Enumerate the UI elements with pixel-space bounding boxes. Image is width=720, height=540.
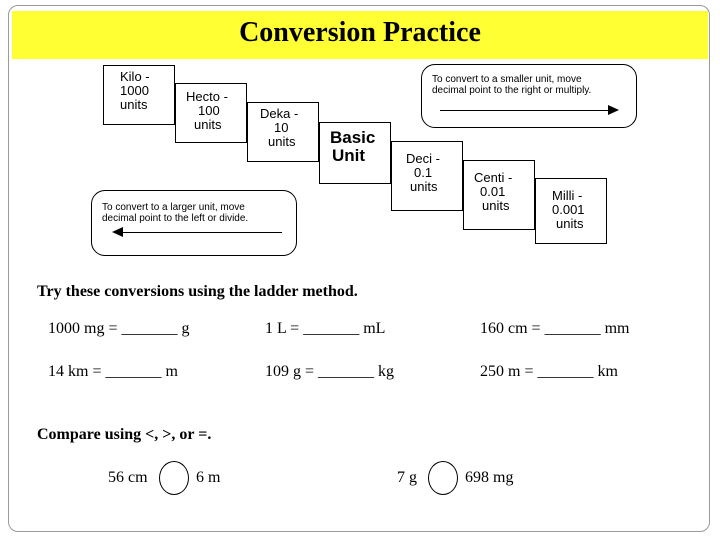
step-kilo-units: units	[120, 97, 148, 112]
step-deka-value: 10	[274, 120, 289, 135]
compare-2-left: 7 g	[397, 469, 417, 486]
step-centi-units: units	[482, 198, 510, 213]
step-basic-unit	[319, 122, 391, 184]
problem-2: 1 L = _______ mL	[265, 320, 386, 337]
step-deci-prefix: Deci -	[406, 151, 440, 166]
step-deci-value: 0.1	[414, 165, 433, 180]
compare-2-circle[interactable]	[428, 461, 458, 495]
step-milli-value: 0.001	[552, 202, 585, 217]
page-title: Conversion Practice	[239, 17, 481, 48]
step-basic-label: Basic	[330, 128, 376, 147]
problem-6: 250 m = _______ km	[480, 363, 618, 380]
problem-5: 109 g = _______ kg	[265, 363, 395, 380]
step-hecto	[175, 83, 247, 143]
compare-1-right: 6 m	[196, 469, 221, 486]
step-hecto-prefix: Hecto -	[186, 89, 228, 104]
problem-1: 1000 mg = _______ g	[48, 320, 190, 337]
step-centi-prefix: Centi -	[474, 170, 513, 185]
arrow-right	[440, 110, 610, 111]
step-deka-prefix: Deka -	[260, 106, 299, 121]
note-smaller-text: To convert to a smaller unit, move decimal point to the right or multiply.	[432, 74, 592, 96]
step-kilo-prefix: Kilo -	[120, 69, 150, 84]
step-kilo-value: 1000	[120, 83, 149, 98]
compare-heading: Compare using <, >, or =.	[37, 426, 212, 443]
step-deka-units: units	[268, 134, 296, 149]
arrow-left-head-icon	[112, 227, 123, 237]
step-deci-units: units	[410, 179, 438, 194]
step-hecto-value: 100	[198, 103, 220, 118]
step-milli-prefix: Milli -	[552, 188, 583, 203]
arrow-right-head-icon	[608, 105, 619, 115]
instructions: Try these conversions using the ladder method.	[37, 283, 358, 300]
step-kilo	[103, 65, 175, 125]
step-centi	[463, 160, 535, 230]
step-deci	[391, 141, 463, 211]
step-basic-unit-label: Unit	[332, 146, 366, 165]
step-centi-value: 0.01	[480, 184, 506, 199]
step-milli	[535, 178, 607, 244]
note-larger-unit	[91, 190, 297, 256]
step-hecto-units: units	[194, 117, 222, 132]
compare-1-circle[interactable]	[159, 461, 189, 495]
note-larger-text: To convert to a larger unit, move decimal point to the left or divide.	[102, 202, 249, 224]
compare-1-left: 56 cm	[108, 469, 148, 486]
compare-2-right: 698 mg	[465, 469, 514, 486]
title-bar	[12, 11, 708, 59]
problem-4: 14 km = _______ m	[48, 363, 178, 380]
step-deka	[247, 102, 319, 162]
step-milli-units: units	[556, 216, 584, 231]
problem-3: 160 cm = _______ mm	[480, 320, 630, 337]
arrow-left	[122, 232, 282, 233]
note-smaller-unit	[421, 64, 637, 128]
